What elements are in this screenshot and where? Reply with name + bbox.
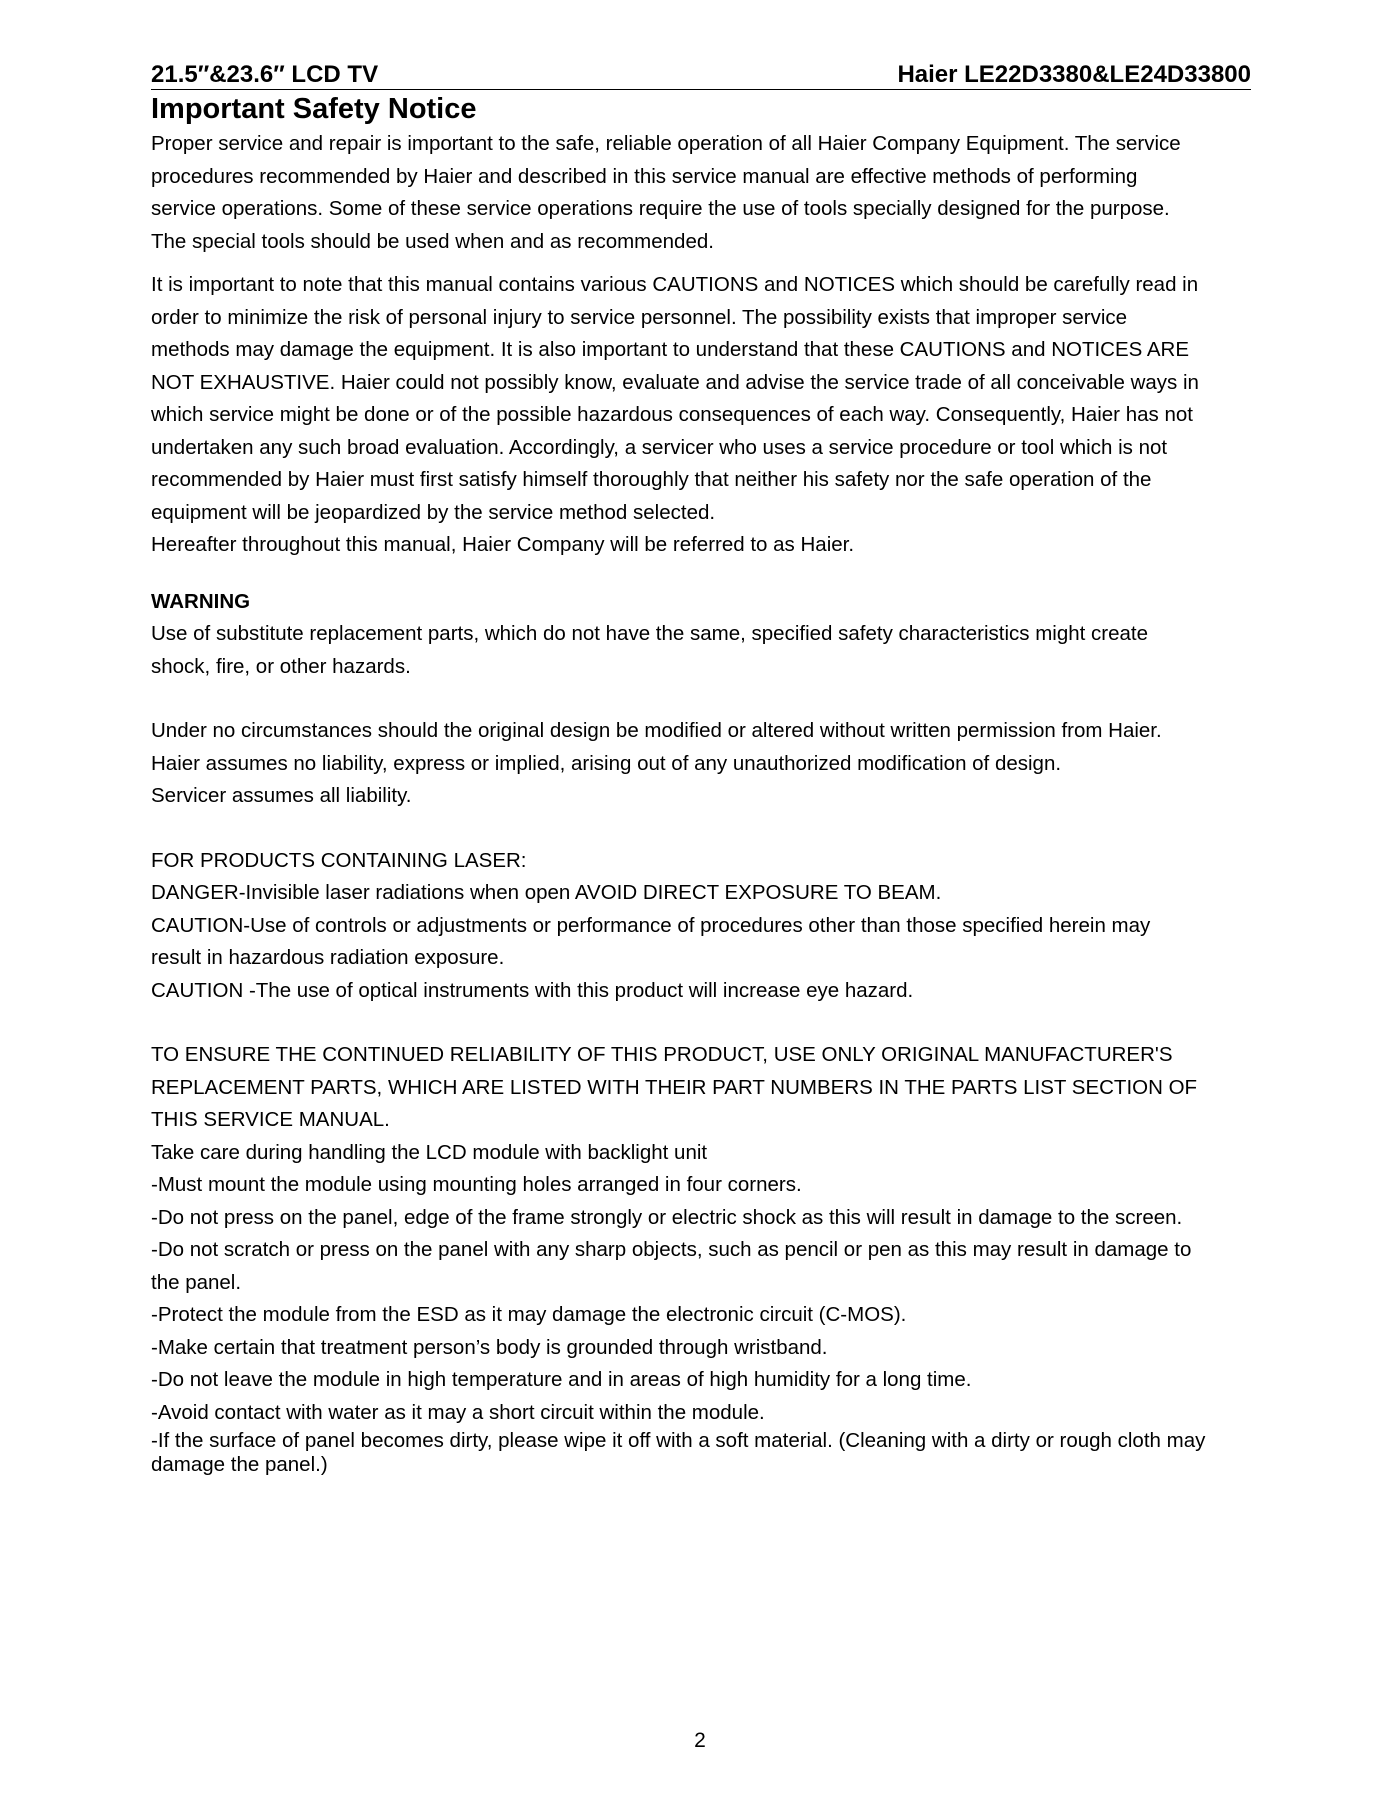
warning-line: shock, fire, or other hazards.	[151, 654, 411, 678]
page-number: 2	[694, 1729, 706, 1752]
parts-line: -Do not press on the panel, edge of the frame strongly or electric shock as this will result in damage to the screen.	[151, 1205, 1183, 1229]
parts-line: -Avoid contact with water as it may a short circuit within the module.	[151, 1400, 765, 1424]
liability-line: Haier assumes no liability, express or implied, arising out of any unauthorized modification of design.	[151, 751, 1062, 775]
parts-line: -Do not scratch or press on the panel with any sharp objects, such as pencil or pen as this may result in damage to	[151, 1238, 1192, 1261]
liability-line: Under no circumstances should the original design be modified or altered without written permission from Haier.	[151, 719, 1162, 742]
warning-line: Use of substitute replacement parts, which do not have the same, specified safety characteristics might create	[151, 622, 1149, 645]
laser-line: CAUTION-Use of controls or adjustments or performance of procedures other than those specified herein may	[151, 913, 1151, 937]
parts-line: Take care during handling the LCD module with backlight unit	[151, 1140, 708, 1164]
warning-heading: WARNING	[151, 589, 251, 613]
intro-line: service operations. Some of these service operations require the use of tools specially designed for the purpose.	[151, 197, 1170, 220]
notice-line: which service might be done or of the possible hazardous consequences of each way. Consequently, Haier has not	[151, 403, 1193, 426]
laser-paragraph	[151, 845, 1251, 1008]
notice-line: order to minimize the risk of personal injury to service personnel. The possibility exists that improper service	[151, 305, 1128, 329]
header-product: 21.5″&23.6″ LCD TV	[151, 61, 379, 88]
parts-line: -Must mount the module using mounting holes arranged in four corners.	[151, 1173, 802, 1196]
notice-line: equipment will be jeopardized by the service method selected.	[151, 500, 716, 524]
intro-line: The special tools should be used when and as recommended.	[151, 229, 714, 253]
parts-line: the panel.	[151, 1270, 242, 1294]
laser-line: FOR PRODUCTS CONTAINING LASER:	[151, 848, 527, 872]
laser-line: result in hazardous radiation exposure.	[151, 946, 505, 969]
parts-line: -Make certain that treatment person’s body is grounded through wristband.	[151, 1335, 828, 1359]
notice-line: undertaken any such broad evaluation. Accordingly, a servicer who uses a service procedure or tool which is not	[151, 435, 1168, 459]
running-header	[151, 60, 1251, 90]
cleaning-line: damage the panel.)	[151, 1453, 328, 1476]
notice-line: recommended by Haier must first satisfy himself thoroughly that neither his safety nor the safe operation of the	[151, 468, 1152, 491]
header-model: Haier LE22D3380&LE24D33800	[897, 61, 1251, 88]
notice-line: methods may damage the equipment. It is also important to understand that these CAUTIONS and NOTICES ARE	[151, 338, 1190, 361]
document-page	[151, 60, 1251, 1477]
notice-line: NOT EXHAUSTIVE. Haier could not possibly know, evaluate and advise the service trade of all conceivable ways in	[151, 370, 1199, 394]
parts-line: THIS SERVICE MANUAL.	[151, 1108, 390, 1131]
parts-line: -Do not leave the module in high temperature and in areas of high humidity for a long time.	[151, 1368, 972, 1391]
notice-line: It is important to note that this manual contains various CAUTIONS and NOTICES which should be carefully read in	[151, 273, 1199, 296]
parts-line: -Protect the module from the ESD as it may damage the electronic circuit (C-MOS).	[151, 1303, 907, 1326]
liability-paragraph	[151, 715, 1251, 813]
parts-paragraph	[151, 1039, 1251, 1429]
intro-line: Proper service and repair is important to the safe, reliable operation of all Haier Company Equipment. The service	[151, 132, 1181, 155]
notice-paragraph	[151, 269, 1251, 562]
laser-line: CAUTION -The use of optical instruments with this product will increase eye hazard.	[151, 978, 914, 1002]
laser-line: DANGER-Invisible laser radiations when open AVOID DIRECT EXPOSURE TO BEAM.	[151, 881, 942, 904]
intro-line: procedures recommended by Haier and described in this service manual are effective methods of performing	[151, 164, 1138, 188]
page-title: Important Safety Notice	[151, 93, 477, 125]
warning-paragraph	[151, 618, 1251, 683]
notice-line: Hereafter throughout this manual, Haier Company will be referred to as Haier.	[151, 533, 855, 556]
parts-line: REPLACEMENT PARTS, WHICH ARE LISTED WITH THEIR PART NUMBERS IN THE PARTS LIST SECTION OF	[151, 1075, 1198, 1099]
cleaning-paragraph	[151, 1429, 1251, 1477]
cleaning-line: -If the surface of panel becomes dirty, please wipe it off with a soft material. (Cleaning with a dirty or rough cloth may	[151, 1429, 1206, 1452]
intro-paragraph	[151, 128, 1251, 258]
liability-line: Servicer assumes all liability.	[151, 784, 412, 807]
parts-line: TO ENSURE THE CONTINUED RELIABILITY OF THIS PRODUCT, USE ONLY ORIGINAL MANUFACTURER'S	[151, 1043, 1173, 1066]
